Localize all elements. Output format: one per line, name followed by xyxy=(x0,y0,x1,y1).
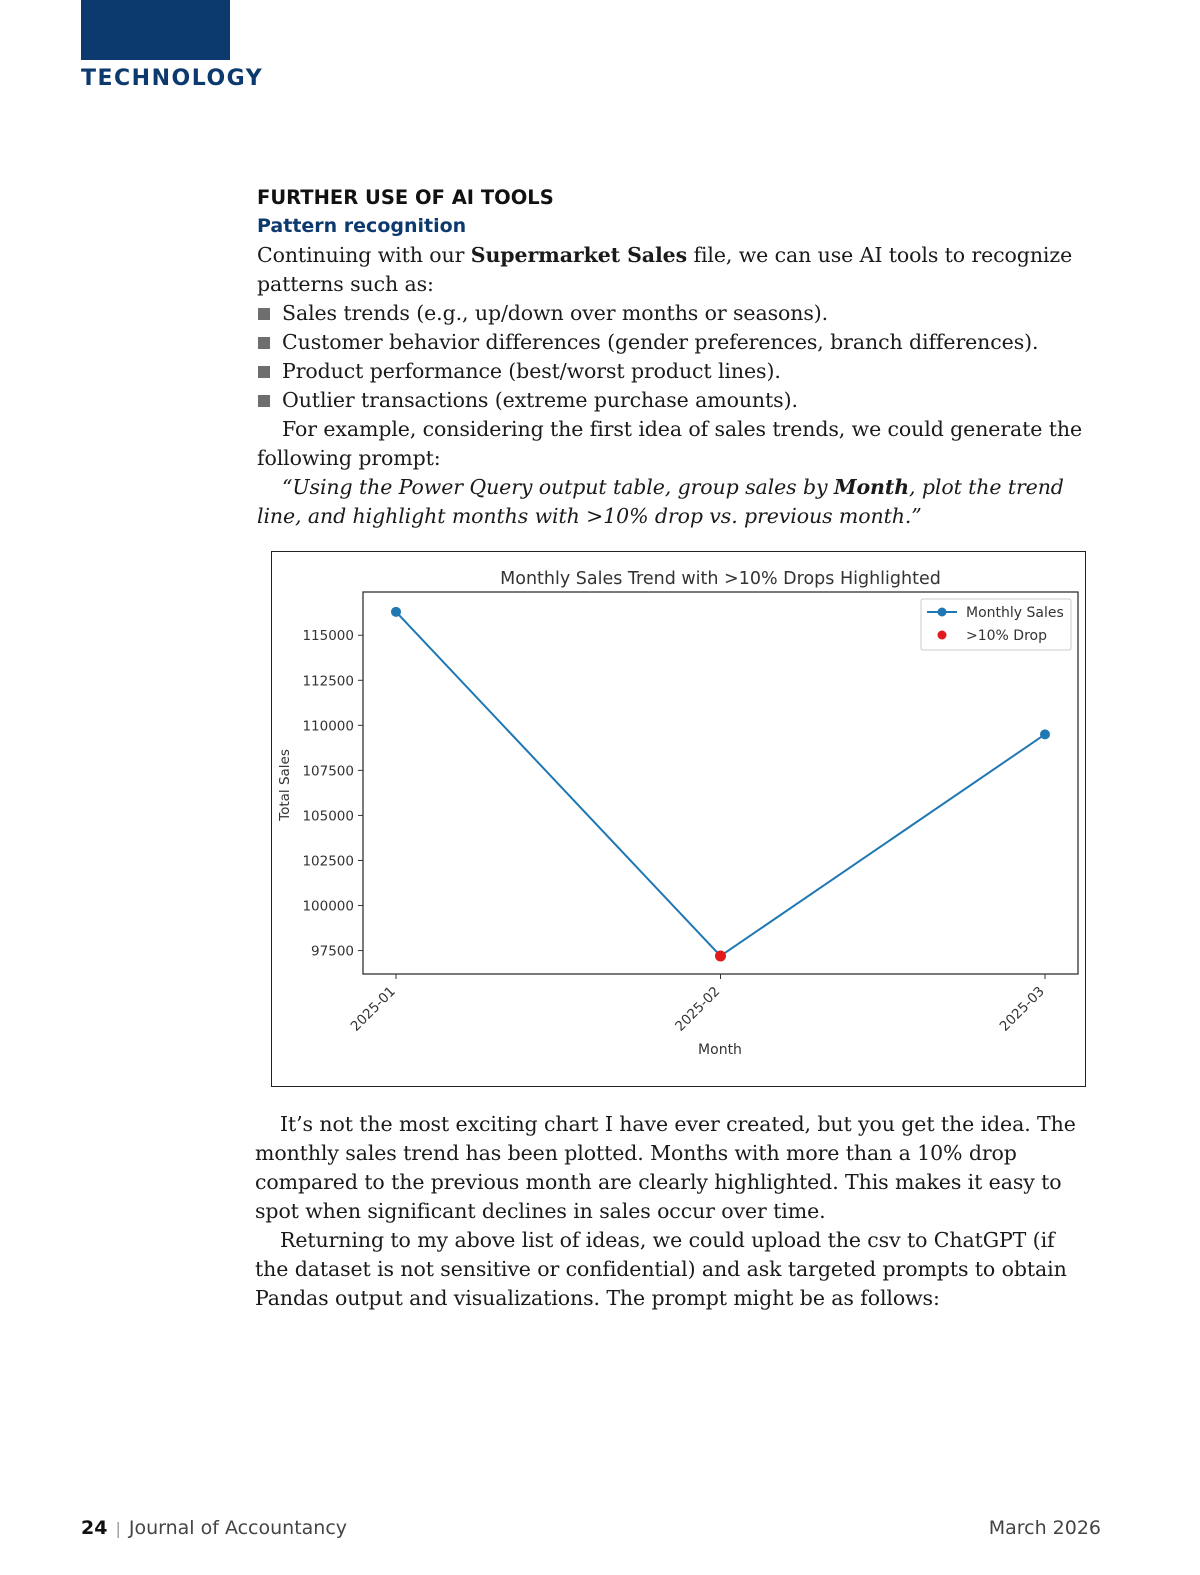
footer-divider: | xyxy=(115,1519,121,1538)
list-item xyxy=(257,386,1087,415)
next-ideas-paragraph: Returning to my above list of ideas, we could upload the csv to ChatGPT (if the dataset is not sensitive or confidential) and ask targeted prompts to obtain Pandas output and visualizations. The prompt might be as follows: xyxy=(255,1228,1067,1310)
legend-label-drop: >10% Drop xyxy=(966,628,1047,644)
y-axis-label: Total Sales xyxy=(277,749,293,821)
x-tick-label: 2025-01 xyxy=(347,983,399,1035)
example-paragraph: For example, considering the first idea of sales trends, we could generate the following prompt: xyxy=(257,417,1083,470)
intro-paragraph xyxy=(257,241,1087,299)
issue-date: March 2026 xyxy=(988,1517,1101,1539)
legend-label-monthly-sales: Monthly Sales xyxy=(966,605,1064,621)
list-item-text: Outlier transactions (extreme purchase amounts). xyxy=(282,388,798,412)
prompt-text-start: “Using the Power Query output table, group sales by xyxy=(282,475,834,499)
bullet-square-icon xyxy=(258,337,270,349)
bullet-square-icon xyxy=(258,395,270,407)
data-point-2025-03 xyxy=(1040,729,1050,739)
article-body xyxy=(257,183,1087,531)
y-axis-ticks xyxy=(302,628,363,959)
section-label: TECHNOLOGY xyxy=(81,66,264,91)
chart-commentary-paragraph: It’s not the most exciting chart I have ever created, but you get the idea. The monthly sales trend has been plotted. Months with more than a 10% drop compared to the previous month are clearly highlighted. This makes it easy to spot when significant declines in sales occur over time. xyxy=(255,1112,1076,1223)
y-tick-label: 115000 xyxy=(302,628,354,645)
x-axis-ticks xyxy=(348,974,1048,1035)
x-axis-label: Month xyxy=(698,1042,742,1058)
y-tick-label: 100000 xyxy=(302,898,354,915)
x-tick-label: 2025-03 xyxy=(996,983,1048,1035)
y-tick-label: 107500 xyxy=(302,763,354,780)
article-continuation xyxy=(255,1110,1085,1313)
data-point-2025-01 xyxy=(391,607,401,617)
list-item xyxy=(257,328,1087,357)
prompt-bold-month: Month xyxy=(833,475,910,499)
list-item xyxy=(257,357,1087,386)
chart-figure xyxy=(271,551,1086,1087)
list-item-text: Product performance (best/worst product lines). xyxy=(282,359,781,383)
prompt-quote xyxy=(257,473,1087,531)
chart-legend xyxy=(921,599,1071,650)
series-line-monthly-sales xyxy=(396,612,1045,956)
x-tick-label: 2025-02 xyxy=(672,983,724,1035)
legend-marker-monthly-sales xyxy=(938,608,947,617)
bullet-square-icon xyxy=(258,308,270,320)
y-tick-label: 110000 xyxy=(302,718,354,735)
y-tick-label: 105000 xyxy=(302,808,354,825)
drop-marker-2025-02 xyxy=(715,950,726,961)
intro-text-start: Continuing with our xyxy=(257,243,471,267)
legend-marker-drop xyxy=(938,631,947,640)
header-color-block xyxy=(81,0,230,60)
y-tick-label: 112500 xyxy=(302,673,354,690)
intro-bold-file: Supermarket Sales xyxy=(470,243,688,267)
journal-name: Journal of Accountancy xyxy=(128,1517,348,1539)
sales-line-chart xyxy=(272,552,1085,1086)
chart-title: Monthly Sales Trend with >10% Drops Highlighted xyxy=(500,569,941,589)
subheading: Pattern recognition xyxy=(257,215,467,237)
bullet-square-icon xyxy=(258,366,270,378)
y-tick-label: 97500 xyxy=(311,943,354,960)
chart-series xyxy=(391,607,1050,962)
intro-text-end: file, we can use AI tools to recognize patterns such as: xyxy=(257,243,1073,296)
y-tick-label: 102500 xyxy=(302,853,354,870)
page-number: 24 xyxy=(81,1517,108,1539)
section-heading: FURTHER USE OF AI TOOLS xyxy=(257,186,554,209)
list-item-text: Sales trends (e.g., up/down over months or seasons). xyxy=(282,301,829,325)
pattern-list xyxy=(257,299,1087,415)
prompt-text-end: , plot the trend line, and highlight months with >10% drop vs. previous month.” xyxy=(257,475,1064,528)
list-item xyxy=(257,299,1087,328)
list-item-text: Customer behavior differences (gender preferences, branch differences). xyxy=(282,330,1039,354)
page-footer xyxy=(81,1517,1101,1543)
